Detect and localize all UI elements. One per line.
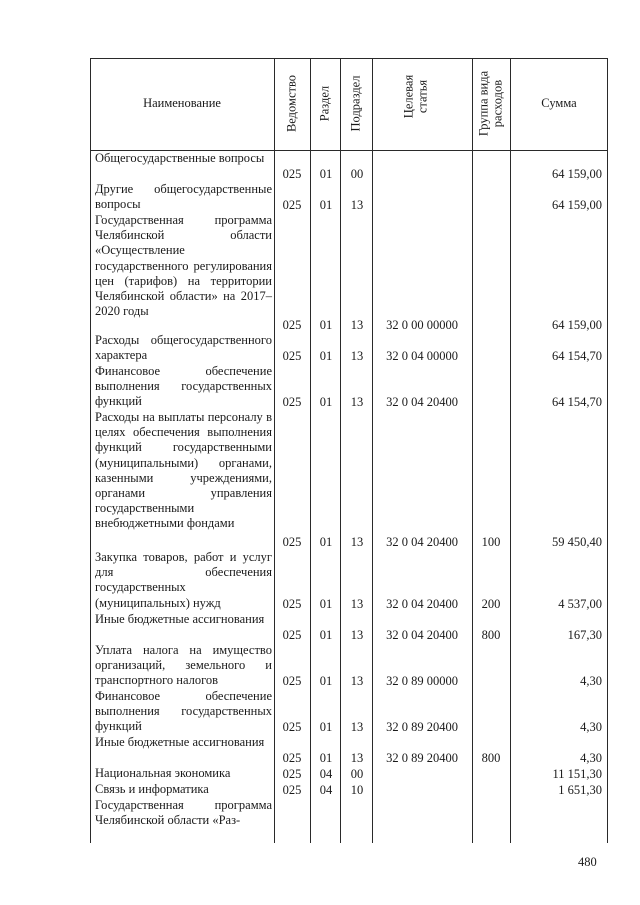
row-gruppa: 800 — [481, 627, 501, 642]
header-vedomstvo: Ведомство — [284, 74, 299, 133]
table-row — [0, 410, 640, 550]
row-podrazdel: 13 — [350, 394, 364, 409]
table-row — [0, 151, 640, 182]
row-razdel: 01 — [319, 348, 333, 363]
table-row — [0, 782, 640, 798]
row-razdel: 04 — [319, 782, 333, 797]
row-razdel: 01 — [319, 719, 333, 734]
table-row — [0, 550, 640, 612]
row-celevaya: 32 0 89 00000 — [386, 673, 458, 688]
row-gruppa: 200 — [481, 596, 501, 611]
row-vedomstvo: 025 — [282, 394, 302, 409]
header-razdel: Раздел — [317, 85, 332, 122]
table-row — [0, 643, 640, 689]
row-name: Расходы на выплаты персоналу в целях обеспечения выполнения функций государственными (муниципальными) органами, казенными учреждениями, органами управления государственными внебюджетными фондами — [95, 410, 272, 531]
row-vedomstvo: 025 — [282, 766, 302, 781]
header-podrazdel: Подраздел — [348, 75, 363, 132]
row-podrazdel: 13 — [350, 750, 364, 765]
row-gruppa: 800 — [481, 750, 501, 765]
row-celevaya: 32 0 04 20400 — [386, 534, 458, 549]
header-celevaya-line2: статья — [415, 79, 430, 114]
row-summa: 64 159,00 — [552, 317, 602, 332]
header-summa: Сумма — [541, 96, 577, 110]
row-celevaya: 32 0 04 20400 — [386, 394, 458, 409]
row-vedomstvo: 025 — [282, 750, 302, 765]
row-celevaya: 32 0 04 20400 — [386, 627, 458, 642]
row-podrazdel: 00 — [350, 766, 364, 781]
table-row — [0, 766, 640, 782]
row-summa: 11 151,30 — [552, 766, 602, 781]
row-summa: 4 537,00 — [558, 596, 602, 611]
header-name: Наименование — [143, 96, 221, 110]
row-summa: 64 159,00 — [552, 166, 602, 181]
row-summa: 64 154,70 — [552, 394, 602, 409]
row-summa: 167,30 — [567, 627, 602, 642]
row-summa: 59 450,40 — [552, 534, 602, 549]
row-podrazdel: 13 — [350, 348, 364, 363]
row-name: Финансовое обеспечение выполнения государственных функций — [95, 364, 272, 409]
row-vedomstvo: 025 — [282, 719, 302, 734]
row-summa: 1 651,30 — [558, 782, 602, 797]
row-podrazdel: 13 — [350, 197, 364, 212]
table-body — [0, 151, 640, 830]
row-name: Закупка товаров, работ и услуг для обеспечения государственных (муниципальных) нужд — [95, 550, 272, 610]
row-razdel: 01 — [319, 317, 333, 332]
row-podrazdel: 13 — [350, 534, 364, 549]
row-vedomstvo: 025 — [282, 348, 302, 363]
row-gruppa: 100 — [481, 534, 501, 549]
row-podrazdel: 13 — [350, 317, 364, 332]
row-vedomstvo: 025 — [282, 317, 302, 332]
row-podrazdel: 13 — [350, 673, 364, 688]
table-row — [0, 364, 640, 410]
table-row — [0, 182, 640, 213]
table-row — [0, 612, 640, 643]
row-summa: 64 159,00 — [552, 197, 602, 212]
page-number: 480 — [578, 855, 597, 869]
row-razdel: 04 — [319, 766, 333, 781]
header-gruppa-line1: Группа вида — [476, 70, 491, 137]
row-vedomstvo: 025 — [282, 782, 302, 797]
row-name: Иные бюджетные ассигнования — [95, 735, 265, 749]
row-celevaya: 32 0 89 20400 — [386, 750, 458, 765]
row-name: Расходы общегосударственного характера — [95, 333, 272, 363]
row-name: Национальная экономика — [95, 766, 231, 780]
row-podrazdel: 13 — [350, 627, 364, 642]
table-row — [0, 735, 640, 766]
row-name: Связь и информатика — [95, 782, 209, 796]
table-row — [0, 333, 640, 364]
row-razdel: 01 — [319, 166, 333, 181]
row-razdel: 01 — [319, 750, 333, 765]
table-row — [0, 689, 640, 735]
row-podrazdel: 13 — [350, 719, 364, 734]
row-celevaya: 32 0 04 00000 — [386, 348, 458, 363]
row-razdel: 01 — [319, 197, 333, 212]
header-gruppa-line2: расходов — [490, 79, 505, 128]
row-summa: 4,30 — [580, 673, 602, 688]
row-podrazdel: 00 — [350, 166, 364, 181]
row-vedomstvo: 025 — [282, 673, 302, 688]
row-razdel: 01 — [319, 627, 333, 642]
row-razdel: 01 — [319, 673, 333, 688]
row-razdel: 01 — [319, 534, 333, 549]
row-vedomstvo: 025 — [282, 197, 302, 212]
row-name: Другие общегосударственные вопросы — [95, 182, 272, 212]
row-razdel: 01 — [319, 394, 333, 409]
row-vedomstvo: 025 — [282, 166, 302, 181]
row-celevaya: 32 0 04 20400 — [386, 596, 458, 611]
row-name: Уплата налога на имущество организаций, земельного и транспортного налогов — [95, 643, 272, 688]
table-row — [0, 213, 640, 333]
row-summa: 64 154,70 — [552, 348, 602, 363]
row-name: Общегосударственные вопросы — [95, 151, 265, 165]
row-vedomstvo: 025 — [282, 534, 302, 549]
row-name: Государственная программа Челябинской области «Раз- — [95, 798, 272, 828]
row-summa: 4,30 — [580, 719, 602, 734]
row-podrazdel: 10 — [350, 782, 364, 797]
row-celevaya: 32 0 00 00000 — [386, 317, 458, 332]
row-name: Государственная программа Челябинской области «Осуществление государственного регулирования цен (тарифов) на территории Челябинской области» на 2017–2020 годы — [95, 213, 272, 319]
row-podrazdel: 13 — [350, 596, 364, 611]
header-celevaya-line1: Целевая — [401, 74, 416, 119]
row-razdel: 01 — [319, 596, 333, 611]
row-summa: 4,30 — [580, 750, 602, 765]
row-celevaya: 32 0 89 20400 — [386, 719, 458, 734]
row-name: Иные бюджетные ассигнования — [95, 612, 265, 626]
table-row — [0, 798, 640, 830]
row-vedomstvo: 025 — [282, 627, 302, 642]
row-vedomstvo: 025 — [282, 596, 302, 611]
row-name: Финансовое обеспечение выполнения государственных функций — [95, 689, 272, 734]
